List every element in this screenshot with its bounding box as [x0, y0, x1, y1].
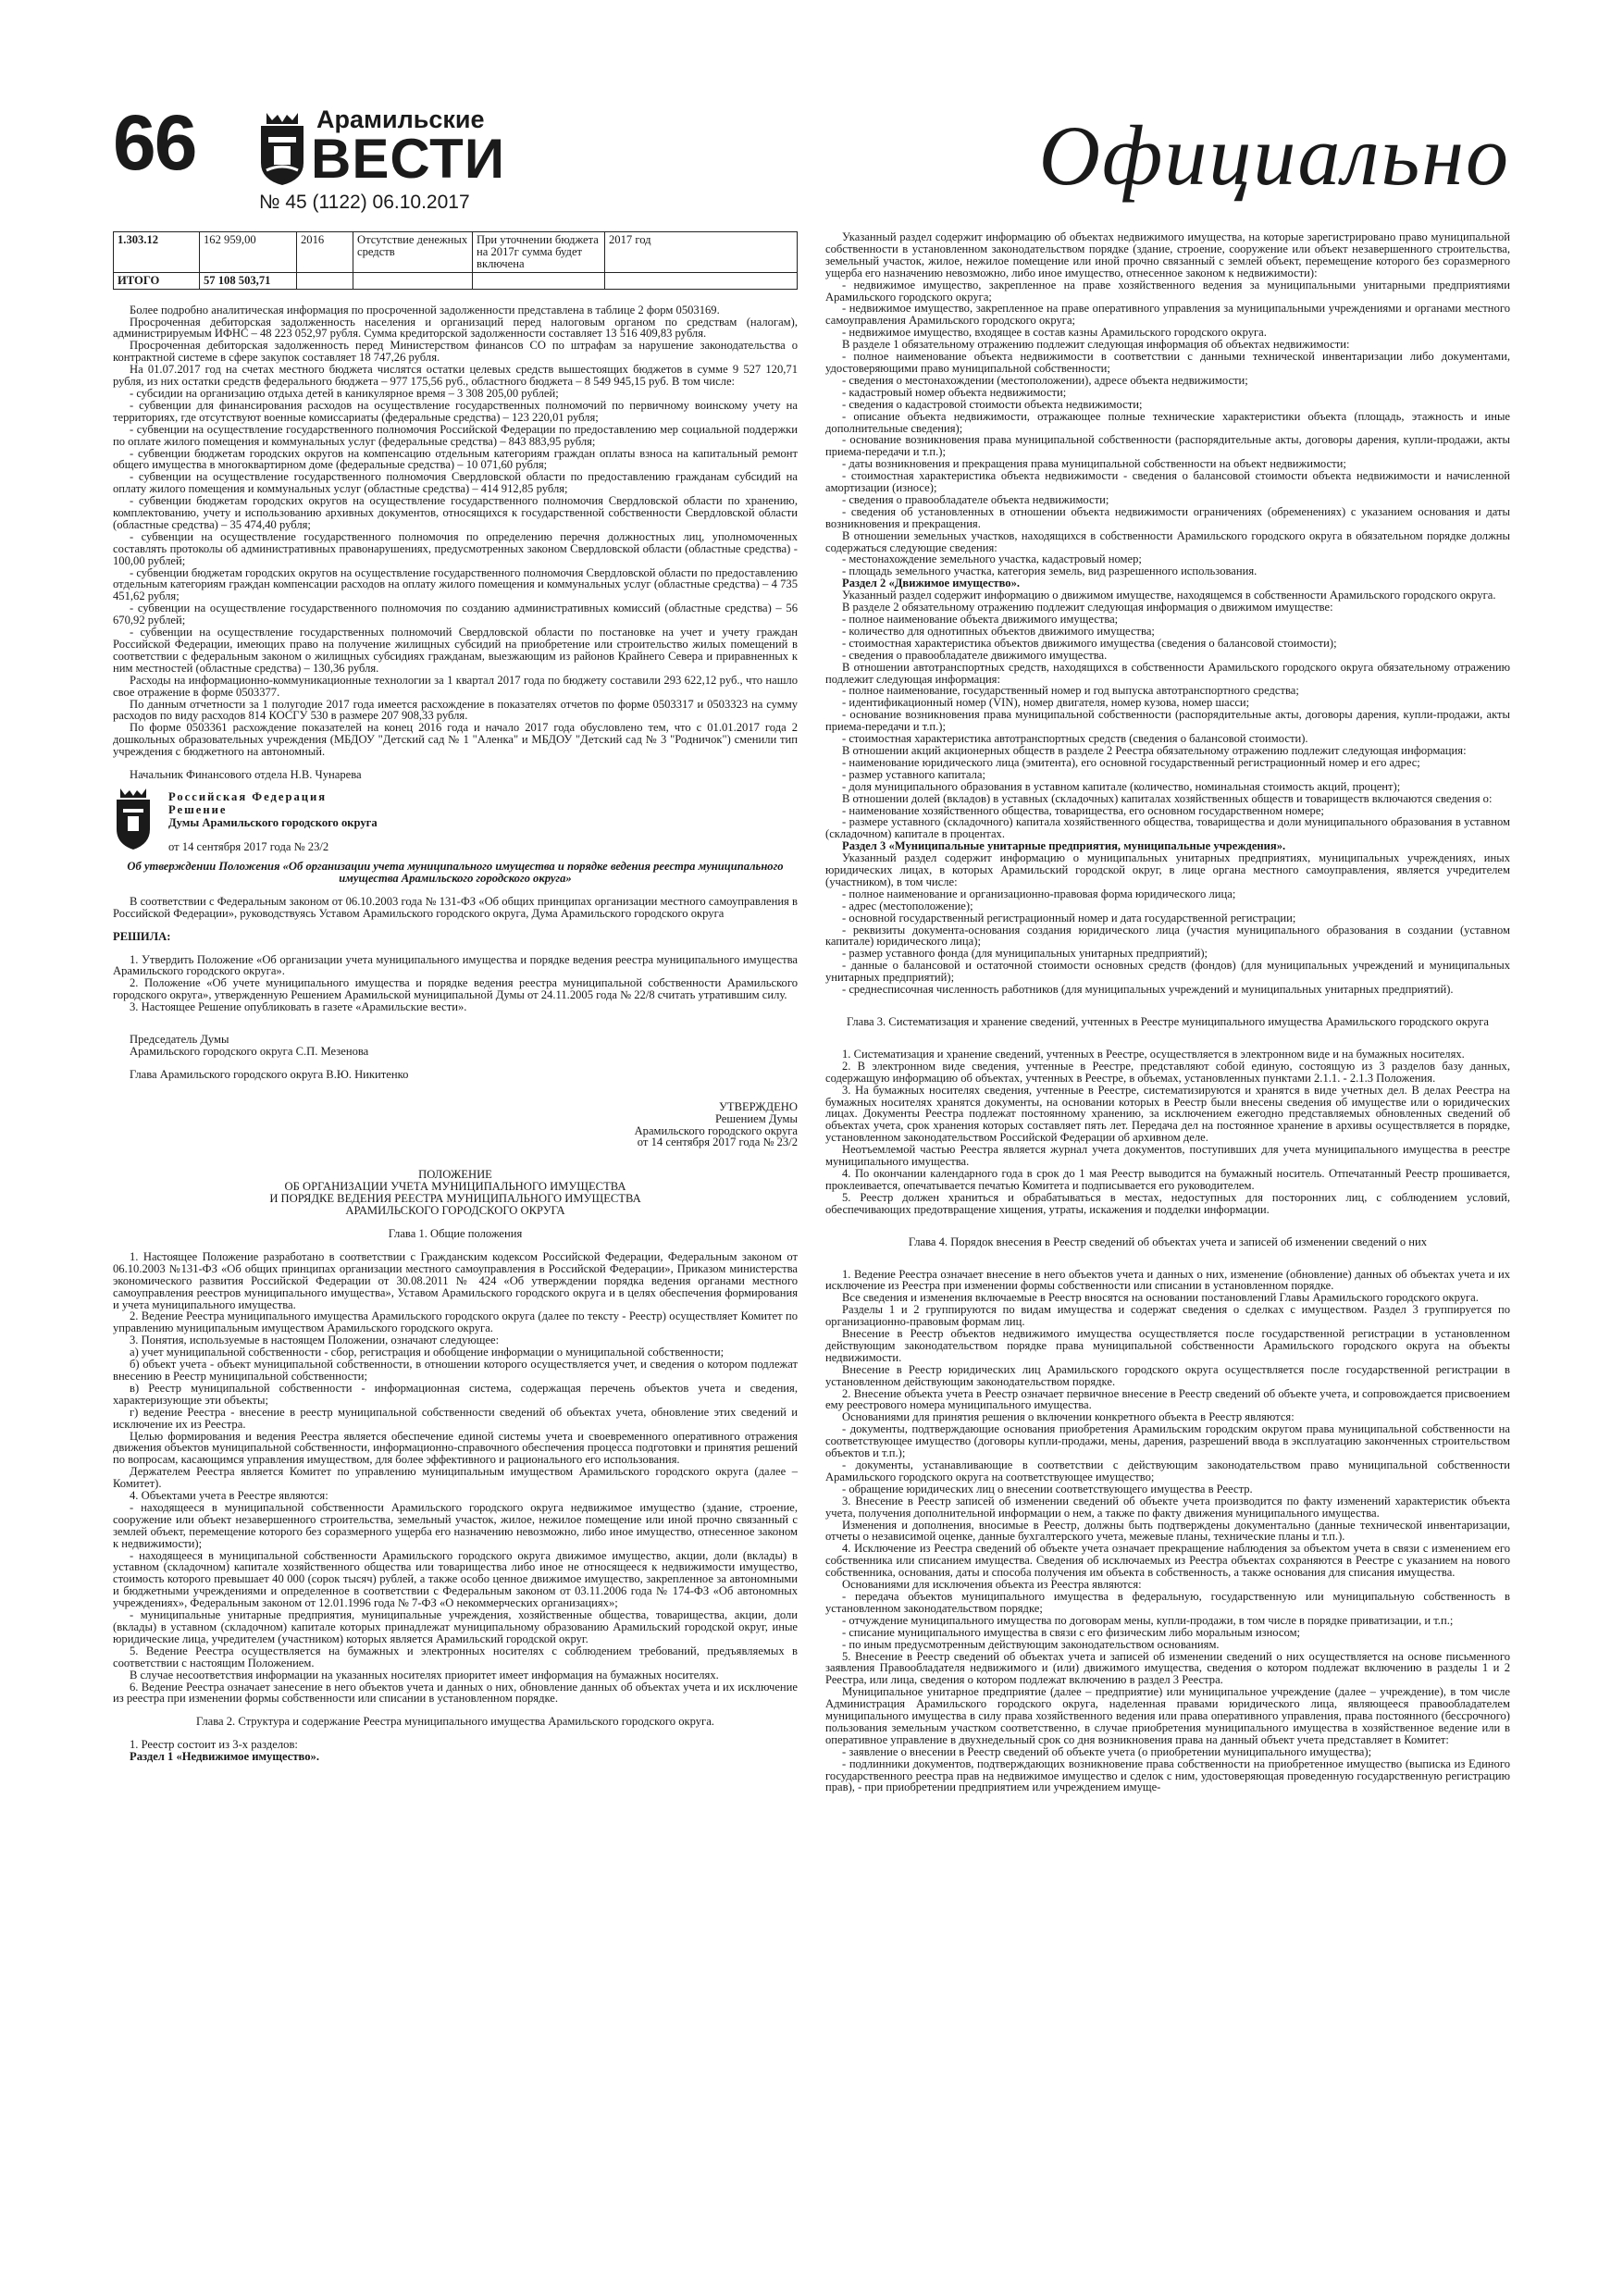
list-item: - заявление о внесении в Реестр сведений об объекте учета (о приобретении муниципального имущества); — [842, 1744, 1372, 1758]
list-item: - субвенции на осуществление государственного полномочия Свердловской области по предоставлению гражданам субсидий на оплату жилого помещения и коммунальных услуг (областные средства) – 414 912,85 рубля; — [113, 470, 798, 496]
table-cell — [605, 272, 798, 289]
list-item: - площадь земельного участка, категория земель, вид разрешенного использования. — [842, 565, 1258, 578]
paragraph: 4. Объектами учета в Реестре являются: — [130, 1489, 328, 1503]
list-item: - субвенции для финансирования расходов на осуществление государственных полномочий по первичному воинскому учету на территориях, где отсутствуют военные комиссариаты (федеральные средства) – 123 220,01 рубля; — [113, 398, 798, 424]
paragraph: 1. Реестр состоит из 3-х разделов: — [130, 1738, 298, 1752]
list-item: - обращение юридических лиц о внесении соответствующего имущества в Реестр. — [842, 1482, 1253, 1496]
page-number: 66 — [113, 99, 196, 186]
paragraph: Целью формирования и ведения Реестра является обеспечение единой системы учета и своевременного оперативного отражения движения объектов муниципальной собственности, информационно-справочного обеспечения процесса подготовки и принятия решений по вопросам, касающимся управления имуществом, для более эффективного и рационального его использования. — [113, 1429, 798, 1467]
paragraph: 1. Настоящее Положение разработано в соответствии с Гражданским кодексом Российской Федерации, Федеральным законом от 06.10.2003 №131-ФЗ «Об общих принципах организации местного самоуправления в Российской Федерации», Приказом министерства экономического развития Российской Федерации от 30.08.2011 № 424 «Об утверждении порядка ведения органами местного самоуправления реестров муниципального имущества», Уставом Арамильского городского округа и в целях обеспечения формирования и учета муниципального имущества. — [113, 1249, 798, 1311]
list-item: - субвенции бюджетам городских округов на осуществление государственного полномочия Свердловской области по хранению, комплектованию, учету и использованию архивных документов, относящихся к государственной собственности Свердловской области (областные средства) – 35 474,40 рубля; — [113, 494, 798, 531]
paragraph: 1. Ведение Реестра означает внесение в него объектов учета и данных о них, изменение (обновление) данных об объектах учета и их исключение из Реестра при изменении формы собственности или списании в установленном порядке. — [825, 1267, 1510, 1293]
coat-of-arms-icon — [257, 109, 307, 187]
table-row-total — [114, 272, 798, 289]
list-item: - размер уставного капитала; — [842, 767, 986, 781]
table-cell: ИТОГО — [114, 272, 200, 289]
section-heading: Раздел 3 «Муниципальные унитарные предприятия, муниципальные учреждения». — [842, 839, 1286, 853]
paragraph: Все сведения и изменения включаемые в Реестр вносятся на основании постановлений Главы Арамильского городского округа. — [842, 1291, 1479, 1305]
list-item: - размер уставного фонда (для муниципальных унитарных предприятий); — [842, 947, 1208, 961]
list-item: а) учет муниципальной собственности - сбор, регистрация и обобщение информации о муниципальной собственности; — [130, 1346, 725, 1359]
list-item: - субвенции на осуществление государственного полномочия по созданию административных комиссий (областные средства) – 56 670,92 рублей; — [113, 602, 798, 627]
table-cell: Отсутствие денежных средств — [353, 232, 473, 273]
paragraph: В разделе 2 обязательному отражению подлежит следующая информация о движимом имуществе: — [842, 601, 1333, 614]
list-item: - адрес (местоположение); — [842, 899, 973, 912]
list-item: - наименование хозяйственного общества, товарищества, его основном государственном номере; — [842, 803, 1324, 817]
list-item: - субвенции бюджетам городских округов на осуществление государственного полномочия Свердловской области по предоставлению отдельным категориям граждан компенсации расходов на оплату жилого помещения и коммунальных услуг (областные средства) – 4 735 451,62 рубля; — [113, 565, 798, 603]
left-column — [113, 231, 798, 1763]
list-item: - описание объекта недвижимости, отражающее полные технические характеристики объекта (площадь, этажность и иные дополнительные сведения); — [825, 409, 1510, 435]
paragraph: 5. Внесение в Реестр сведений об объектах учета и записей об изменении сведений о них осуществляется на основе письменного заявления Правообладателя недвижимого и (или) движимого имущества, сведения о котором подлежат включению в разделы 1 и 2 Реестра, или лица, сведения о котором подлежат включению в раздел 3 Реестра. — [825, 1649, 1510, 1687]
list-item: - находящееся в муниципальной собственности Арамильского городского округа недвижимое имущество (здание, строение, сооружение или объект незавершенного строительства, земельный участок, жилое, нежилое помещение или иной прочно связанный с землей объект, перемещение которого без соразмерного ущерба его назначению невозможно, либо иное имущество, отнесенное законом к недвижимости); — [113, 1500, 798, 1550]
paragraph: 1. Систематизация и хранение сведений, учтенных в Реестре, осуществляется в электронном виде и на бумажных носителях. — [842, 1047, 1465, 1061]
list-item: - сведения о правообладателе движимого имущества. — [842, 648, 1108, 662]
section-title: Официально — [1038, 108, 1510, 203]
paragraph: 6. Ведение Реестра означает занесение в него объектов учета и данных о них, обновление данных об объектах учета и их исключение из реестра при изменении формы собственности или списании в установленном порядке. — [113, 1680, 798, 1706]
paragraph: 3. Внесение в Реестр записей об изменении сведений об объекте учета производится по факту изменений характеристик объекта учета, получения дополнительной информации о нем, а также по факту движения муниципального имущества. — [825, 1494, 1510, 1520]
table-cell: 1.303.12 — [114, 232, 200, 273]
chapter-heading: Глава 2. Структура и содержание Реестра муниципального имущества Арамильского городского округа. — [196, 1715, 714, 1729]
list-item: - основание возникновения права муниципальной собственности (распорядительные акты, договоры дарения, купли-продажи, акты приема-передачи и т.п.); — [825, 433, 1510, 459]
regulation-title: ОБ ОРГАНИЗАЦИИ УЧЕТА МУНИЦИПАЛЬНОГО ИМУЩЕСТВА — [284, 1180, 626, 1194]
list-item: - данные о балансовой и остаточной стоимости основных средств (фондов) (для муниципальных учреждений и муниципальных унитарных предприятий); — [825, 959, 1510, 985]
table-cell — [353, 272, 473, 289]
paragraph: Указанный раздел содержит информацию об объектах недвижимого имущества, на которые зарегистрировано право муниципальной собственности в установленном законодательством порядке (здание, строение, сооружение или объект незавершенного строительства, земельный участок, жилое, нежилое помещение или иной прочно связанный с землей объект, перемещение которого без соразмерного ущерба его назначению невозможно, либо иное имущество, отнесенное законом к недвижимости): — [825, 230, 1510, 279]
paragraph: 2. В электронном виде сведения, учтенные в Реестре, представляют собой единую, состоящую из 3 разделов базу данных, содержащую информацию об объектах, учтенных в Реестре, в объемах, установленных пунктами 2.1.1. - 2.1.3 Положения. — [825, 1059, 1510, 1085]
paragraph: Муниципальное унитарное предприятие (далее – предприятие) или муниципальное учреждение (далее – учреждение), в том числе Администрация Арамильского городского округа, наделенная правами юридического лица, являющееся правообладателем муниципального имущества в силу права хозяйственного ведения или права оперативного управления, права постоянного (бессрочного) пользования земельным участком соответственно, в случае приобретения муниципального имущества в хозяйственное ведение или в оперативное управление в двухнедельный срок со дня возникновения права на данный объект учета представляет в Комитет: — [825, 1685, 1510, 1746]
table-cell: 2017 год — [605, 232, 798, 273]
list-item: - подлинники документов, подтверждающих возникновение права собственности на приобретенное имущество (выписка из Единого государственного реестра прав на недвижимое имущество и сделок с ним, удостоверяющая проведенную государственную регистрацию прав), - при приобретении предприятием или учреждением имуще- — [825, 1756, 1510, 1794]
list-item: - субсидии на организацию отдыха детей в каникулярное время – 3 308 205,00 рублей; — [130, 386, 559, 400]
list-item: - полное наименование, государственный номер и год выпуска автотранспортного средства; — [842, 684, 1299, 698]
paragraph: 4. По окончании календарного года в срок до 1 мая Реестр выводится на бумажный носитель. Отпечатанный Реестр прошивается, проклеивается, опечатывается печатью Комитета и подписывается его руководителем. — [825, 1166, 1510, 1192]
list-item: 1. Утвердить Положение «Об организации учета муниципального имущества и порядке ведения реестра муниципального имущества Арамильского городского округа». — [113, 952, 798, 978]
chapter-heading: Глава 4. Порядок внесения в Реестр сведений об объектах учета и записей об изменении сведений о них — [908, 1235, 1428, 1248]
list-item: - полное наименование объекта движимого имущества; — [842, 613, 1119, 626]
table-cell — [473, 272, 605, 289]
list-item: - недвижимое имущество, закрепленное на праве хозяйственного ведения за муниципальными унитарными предприятиями Арамильского городского округа; — [825, 278, 1510, 304]
paragraph: 2. Ведение Реестра муниципального имущества Арамильского городского округа (далее по тексту - Реестр) осуществляет Комитет по управлению муниципальным имуществом Арамильского городского округа. — [113, 1309, 798, 1335]
paragraph: Просроченная дебиторская задолженность перед Министерством финансов СО по штрафам за нарушение законодательства о контрактной системе в сфере закупок составляет 18 747,26 рубля. — [113, 339, 798, 365]
table-cell: При уточнении бюджета на 2017г сумма будет включена — [473, 232, 605, 273]
paragraph: В отношении земельных участков, находящихся в собственности Арамильского городского округа в обязательном порядке должны содержаться следующие сведения: — [825, 528, 1510, 554]
logo-text-big: ВЕСТИ — [311, 128, 505, 190]
paragraph: Расходы на информационно-коммуникационные технологии за 1 квартал 2017 года по бюджету составили 293 622,12 руб., что нашло свое отражение в форме 0503377. — [113, 673, 798, 699]
list-item: - субвенции на осуществление государственных полномочий Свердловской области по постановке на учет и учету граждан Российской Федерации, имеющих право на получение жилищных субсидий на приобретение или строительство жилых помещений в соответствии с федеральным законом о жилищных субсидиях гражданам, выезжающим из районов Крайнего Севера и приравненных к ним местностей (областные средства) – 130,36 рубля. — [113, 626, 798, 675]
list-item: г) ведение Реестра - внесение в реестр муниципальной собственности сведений об объектах учета, обновление этих сведений и исключение их из Реестра. — [113, 1405, 798, 1431]
list-item: - документы, устанавливающие в соответствии с действующим законодательством право муниципальной собственности Арамильского городского округа на соответствующее имущество; — [825, 1458, 1510, 1483]
approval-stamp: Решением Думы — [714, 1111, 798, 1125]
logo-text-small: Арамильские — [316, 105, 485, 133]
country-name: Российская Федерация — [168, 789, 328, 803]
list-item: - субвенции на осуществление государственного полномочия Российской Федерации по предоставлению мер социальной поддержки по оплате жилого помещения и коммунальных услуг (федеральные средства) – 843 883,95 рубля; — [113, 422, 798, 448]
list-item: в) Реестр муниципальной собственности - информационная система, содержащая перечень объектов учета и сведения, характеризующие эти объекты; — [113, 1381, 798, 1407]
decision-subject: Об утверждении Положения «Об организации учета муниципального имущества и порядке ведения реестра муниципального имущества Арамильского городского округа» — [127, 859, 784, 885]
decision-header — [113, 787, 798, 861]
list-item: - отчуждение муниципального имущества по договорам мены, купли-продажи, в том числе в порядке приватизации, и т.п.; — [842, 1613, 1454, 1627]
paragraph: 3. На бумажных носителях сведения, учтенные в Реестре, систематизируются и хранятся в виде учетных дел. В делах Реестра на бумажных носителях хранятся документы, на основании которых в Реестр были внесены сведения об имуществе или о юридических лицах. Документы Реестра подлежат постоянному хранению, за исключением ежегодно представляемых обновленных сведений об объектах учета, срок хранения которых составляет пять лет. Передача дел на постоянное хранение в архивы осуществляется в порядке, установленном законодательством Российской Федерации об архивном деле. — [825, 1083, 1510, 1145]
table-cell — [297, 272, 353, 289]
paragraph: По данным отчетности за 1 полугодие 2017 года имеется расхождение в показателях отчетов по форме 0503317 и 0503323 на сумму расходов по виду расходов 814 КОСГУ 530 в размере 207 908,33 рубля. — [113, 697, 798, 723]
approval-stamp: от 14 сентября 2017 года № 23/2 — [637, 1136, 798, 1149]
list-item: - субвенции на осуществление государственного полномочия по определению перечня должностных лиц, уполномоченных составлять протоколы об административных правонарушениях, предусмотренных законом Свердловской области (областные средства) - 100,00 рублей; — [113, 529, 798, 567]
paragraph: Держателем Реестра является Комитет по управлению муниципальным имуществом Арамильского городского округа (далее – Комитет). — [113, 1465, 798, 1491]
list-item: - документы, подтверждающие основания приобретения Арамильским городским округом права муниципальной собственности на соответствующее имущество (договоры купли-продажи, мены, дарения, разрешений ввода в эксплуатацию законченных строительством объектов и т.п.); — [825, 1422, 1510, 1460]
section-heading: Раздел 2 «Движимое имущество». — [842, 577, 1021, 590]
list-item: - стоимостная характеристика объектов движимого имущества (сведения о балансовой стоимости); — [842, 636, 1337, 650]
paragraph: Внесение в Реестр объектов недвижимого имущества осуществляется после государственной регистрации в установленном действующим законодательством порядке права муниципальной собственности Арамильского городского округа на объекты недвижимости. — [825, 1327, 1510, 1364]
list-item: - реквизиты документа-основания создания юридического лица (участия муниципального образования в создании (уставном капитале) юридического лица); — [825, 923, 1510, 949]
masthead — [113, 100, 1510, 220]
decision-title-block — [168, 790, 378, 853]
regulation-title: АРАМИЛЬСКОГО ГОРОДСКОГО ОКРУГА — [345, 1204, 565, 1218]
list-item: - полное наименование объекта недвижимости в соответствии с данными технической инвентаризации либо документами, удостоверяющими право муниципальной собственности; — [825, 350, 1510, 375]
list-item: - стоимостная характеристика автотранспортных средств (сведения о балансовой стоимости). — [842, 732, 1308, 746]
paragraph: В соответствии с Федеральным законом от 06.10.2003 года № 131-ФЗ «Об общих принципах организации местного самоуправления в Российской Федерации», руководствуясь Уставом Арамильского городского округа, Дума Арамильского городского округа — [113, 894, 798, 920]
list-item: - по иным предусмотренным действующим законодательством основаниям. — [842, 1637, 1220, 1651]
paragraph: На 01.07.2017 год на счетах местного бюджета числятся остатки целевых средств вышестоящих бюджетов в сумме 9 527 120,71 рубля, из них остатки средств федерального бюджета – 977 175,56 руб., областного бюджета – 8 549 945,15 руб. В том числе: — [113, 363, 798, 389]
list-item: - передача объектов муниципального имущества в федеральную, государственную или муниципальную собственность в установленном законодательством порядке; — [825, 1589, 1510, 1615]
resolved-heading: РЕШИЛА: — [113, 929, 171, 943]
list-item: б) объект учета - объект муниципальной собственности, в отношении которого осуществляется учет, и сведения о котором подлежат внесению в Реестр муниципальной собственности; — [113, 1358, 798, 1383]
list-item: - наименование юридического лица (эмитента), его основной государственный регистрационный номер и его адрес; — [842, 755, 1420, 769]
list-item: - доля муниципального образования в уставном капитале (количество, номинальная стоимость акций, процент); — [842, 779, 1401, 793]
regulation-title: ПОЛОЖЕНИЕ — [418, 1168, 492, 1182]
paragraph: Основаниями для принятия решения о включении конкретного объекта в Реестр являются: — [842, 1410, 1295, 1424]
list-item: - кадастровый номер объекта недвижимости; — [842, 385, 1067, 399]
approval-stamp: УТВЕРЖДЕНО — [718, 1099, 798, 1113]
paragraph: Неотъемлемой частью Реестра является журнал учета документов, поступивших для учета муниципального имущества в реестре муниципального имущества. — [825, 1143, 1510, 1169]
list-item: - сведения о кадастровой стоимости объекта недвижимости; — [842, 397, 1143, 411]
document-type: Решение — [168, 802, 228, 816]
signature: Арамильского городского округа С.П. Мезенова — [130, 1044, 369, 1058]
paragraph: 2. Внесение объекта учета в Реестр означает первичное внесение в Реестр сведений об объекте учета, и сопровождается присвоением ему реестрового номера муниципального имущества. — [825, 1386, 1510, 1412]
list-item: - идентификационный номер (VIN), номер двигателя, номер кузова, номер шасси; — [842, 696, 1250, 710]
paragraph: 5. Ведение Реестра осуществляется на бумажных и электронных носителях с соблюдением требований, предъявляемых в соответствии с настоящим Положением. — [113, 1644, 798, 1669]
decision-date: от 14 сентября 2017 года № 23/2 — [168, 839, 329, 853]
list-item: - даты возникновения и прекращения права муниципальной собственности на объект недвижимости; — [842, 457, 1346, 471]
paragraph: Указанный раздел содержит информацию о движимом имуществе, находящемся в собственности Арамильского городского округа. — [842, 589, 1496, 602]
paragraph: Разделы 1 и 2 группируются по видам имущества и содержат сведения о сделках с имуществом. Раздел 3 группируется по организационно-правовым формам лиц. — [825, 1303, 1510, 1329]
paragraph: Более подробно аналитическая информация по просроченной задолженности представлена в таблице 2 форм 0503169. — [130, 303, 720, 316]
paragraph: 5. Реестр должен храниться и обрабатываться в местах, недоступных для посторонних лиц, с соблюдением условий, обеспечивающих предотвращение хищения, утраты, искажения и подделки информации. — [825, 1190, 1510, 1216]
signature: Начальник Финансового отдела Н.В. Чунарева — [130, 768, 362, 782]
table-cell: 2016 — [297, 232, 353, 273]
list-item: - недвижимое имущество, входящее в состав казны Арамильского городского округа. — [842, 326, 1267, 340]
list-item: - основание возникновения права муниципальной собственности (распорядительные акты, договоры дарения, купли-продажи, акты приема-передачи и т.п.); — [825, 708, 1510, 734]
list-item: - субвенции бюджетам городских округов на компенсацию отдельным категориям граждан оплаты взноса на капитальный ремонт общего имущества в многоквартирном доме (федеральные средства) – 10 071,60 рубля; — [113, 446, 798, 472]
paragraph: 3. Понятия, используемые в настоящем Положении, означают следующее: — [130, 1334, 500, 1347]
paragraph: В разделе 1 обязательному отражению подлежит следующая информация об объектах недвижимости: — [842, 338, 1350, 352]
right-column — [825, 231, 1510, 1793]
paragraph: Указанный раздел содержит информацию о муниципальных унитарных предприятиях, муниципальных учреждениях, иных юридических лицах, в которых Арамильский городской округ, в лице органа местного самоуправления, является учредителем (участником), в том числе: — [825, 851, 1510, 888]
list-item: - списание муниципального имущества в связи с его физическим либо моральным износом; — [842, 1625, 1301, 1639]
list-item: - сведения о местонахождении (местоположении), адресе объекта недвижимости; — [842, 373, 1248, 387]
signature: Глава Арамильского городского округа В.Ю. Никитенко — [130, 1067, 409, 1081]
list-item: - местонахождение земельного участка, кадастровый номер; — [842, 552, 1142, 566]
list-item: - недвижимое имущество, закрепленное на праве оперативного управления за муниципальными учреждениями и органами местного самоуправления Арамильского городского округа; — [825, 302, 1510, 328]
list-item: 3. Настоящее Решение опубликовать в газете «Арамильские вести». — [130, 1000, 467, 1014]
paragraph: 4. Исключение из Реестра сведений об объекте учета означает прекращение наблюдения за объектом учета в связи с изменением его собственника или списанием имущества. Сведения об исключаемых из Реестра объектах сохраняются в Реестре с указанием на нового собственника, основания, даты и способа получения им объекта в собственность, а также основания для списания имущества. — [825, 1542, 1510, 1580]
paragraph: В отношении акций акционерных обществ в разделе 2 Реестра обязательному отражению подлежит следующая информация: — [842, 743, 1467, 757]
table-row — [114, 232, 798, 273]
coat-of-arms-icon — [115, 787, 152, 851]
list-item: - сведения о правообладателе объекта недвижимости; — [842, 492, 1109, 506]
chapter-heading: Глава 1. Общие положения — [388, 1227, 523, 1240]
paragraph: Основаниями для исключения объекта из Реестра являются: — [842, 1578, 1142, 1592]
budget-table — [113, 231, 798, 290]
list-item: 2. Положение «Об учете муниципального имущества и порядке ведения реестра муниципальной собственности Арамильского городского округа», утвержденную Решением Арамильской муниципальной Думы от 24.11.2005 года № 22/8 считать утратившим силу. — [113, 976, 798, 1002]
list-item: - основной государственный регистрационный номер и дата государственной регистрации; — [842, 911, 1296, 925]
paragraph: В отношении долей (вкладов) в уставных (складочных) капиталах хозяйственных обществ и товариществ включаются сведения о: — [842, 791, 1493, 805]
paragraph: Просроченная дебиторская задолженность населения и организаций перед налоговым органом по средствам (налогам), администрируемым ИФНС – 48 223 052,97 рубля. Сумма кредиторской задолженности составляет 13 516 409,83 рубля. — [113, 315, 798, 341]
regulation-title: И ПОРЯДКЕ ВЕДЕНИЯ РЕЕСТРА МУНИЦИПАЛЬНОГО ИМУЩЕСТВА — [269, 1192, 641, 1206]
section-heading: Раздел 1 «Недвижимое имущество». — [130, 1750, 319, 1764]
list-item: - количество для однотипных объектов движимого имущества; — [842, 624, 1155, 638]
list-item: - размере уставного (складочного) капитала хозяйственного общества, товарищества и доли муниципального образования в уставном (складочном) капитале в процентах. — [825, 815, 1510, 841]
list-item: - полное наименование и организационно-правовая форма юридического лица; — [842, 887, 1236, 900]
paragraph: Внесение в Реестр юридических лиц Арамильского городского округа осуществляется после государственной регистрации в установленном действующим законодательством порядке. — [825, 1362, 1510, 1388]
list-item: - стоимостная характеристика объекта недвижимости - сведения о балансовой стоимости объекта недвижимости и начисленной амортизации (износе); — [825, 469, 1510, 495]
issuing-body: Думы Арамильского городского округа — [168, 815, 378, 829]
table-cell: 162 959,00 — [200, 232, 297, 273]
paragraph: В отношении автотранспортных средств, находящихся в собственности Арамильского городского округа обязательному отражению подлежит следующая информация: — [825, 660, 1510, 686]
list-item: - среднесписочная численность работников (для муниципальных учреждений и муниципальных унитарных предприятий). — [842, 983, 1454, 997]
approval-stamp: Арамильского городского округа — [634, 1123, 798, 1137]
list-item: - сведения об установленных в отношении объекта недвижимости ограничениях (обременениях) с указанием основания и даты возникновения и прекращения. — [825, 504, 1510, 530]
list-item: - муниципальные унитарные предприятия, муниципальные учреждения, хозяйственные общества, товарищества, акции, доли (вклады) в уставном (складочном) капитале которых принадлежат муниципальному образованию Арамильский городской округ, иные юридические лица, учредителем (участником) которых является Арамильский городской округ. — [113, 1608, 798, 1645]
paragraph: В случае несоответствия информации на указанных носителях приоритет имеет информация на бумажных носителях. — [130, 1668, 719, 1682]
list-item: - находящееся в муниципальной собственности Арамильского городского округа движимое имущество, акции, доли (вклады) в уставном (складочном) капитале хозяйственного общества или товарищества либо иное не относящееся к недвижимости имущество, стоимость которого превышает 40 000 (сорок тысяч) рублей, а также особо ценное движимое имущество, закрепленное за автономными и бюджетными учреждениями и определенное в соответствии с Федеральным законом от 03.11.2006 года № 174-ФЗ «Об автономных учреждениях», Федеральным законом от 12.01.1996 года № 7-ФЗ «О некоммерческих организациях»; — [113, 1548, 798, 1610]
chapter-heading: Глава 3. Систематизация и хранение сведений, учтенных в Реестре муниципального имущества Арамильского городского округа — [846, 1015, 1490, 1028]
paragraph: Изменения и дополнения, вносимые в Реестр, должны быть подтверждены документально (данные технической инвентаризации, отчеты о независимой оценке, данные бухгалтерского учета, межевые планы, технические планы и т.п.). — [825, 1518, 1510, 1544]
signature: Председатель Думы — [130, 1033, 229, 1047]
issue-number: № 45 (1122) 06.10.2017 — [259, 192, 470, 213]
paragraph: По форме 0503361 расхождение показателей на конец 2016 года и начало 2017 года обусловлено тем, что с 01.01.2017 года 2 дошкольных образовательных учреждения (МБДОУ "Детский сад № 1 "Аленка" и МБДОУ "Детский сад № 3 "Родничок") сменили тип учреждения с бюджетного на автономный. — [113, 721, 798, 759]
table-cell: 57 108 503,71 — [200, 272, 297, 289]
